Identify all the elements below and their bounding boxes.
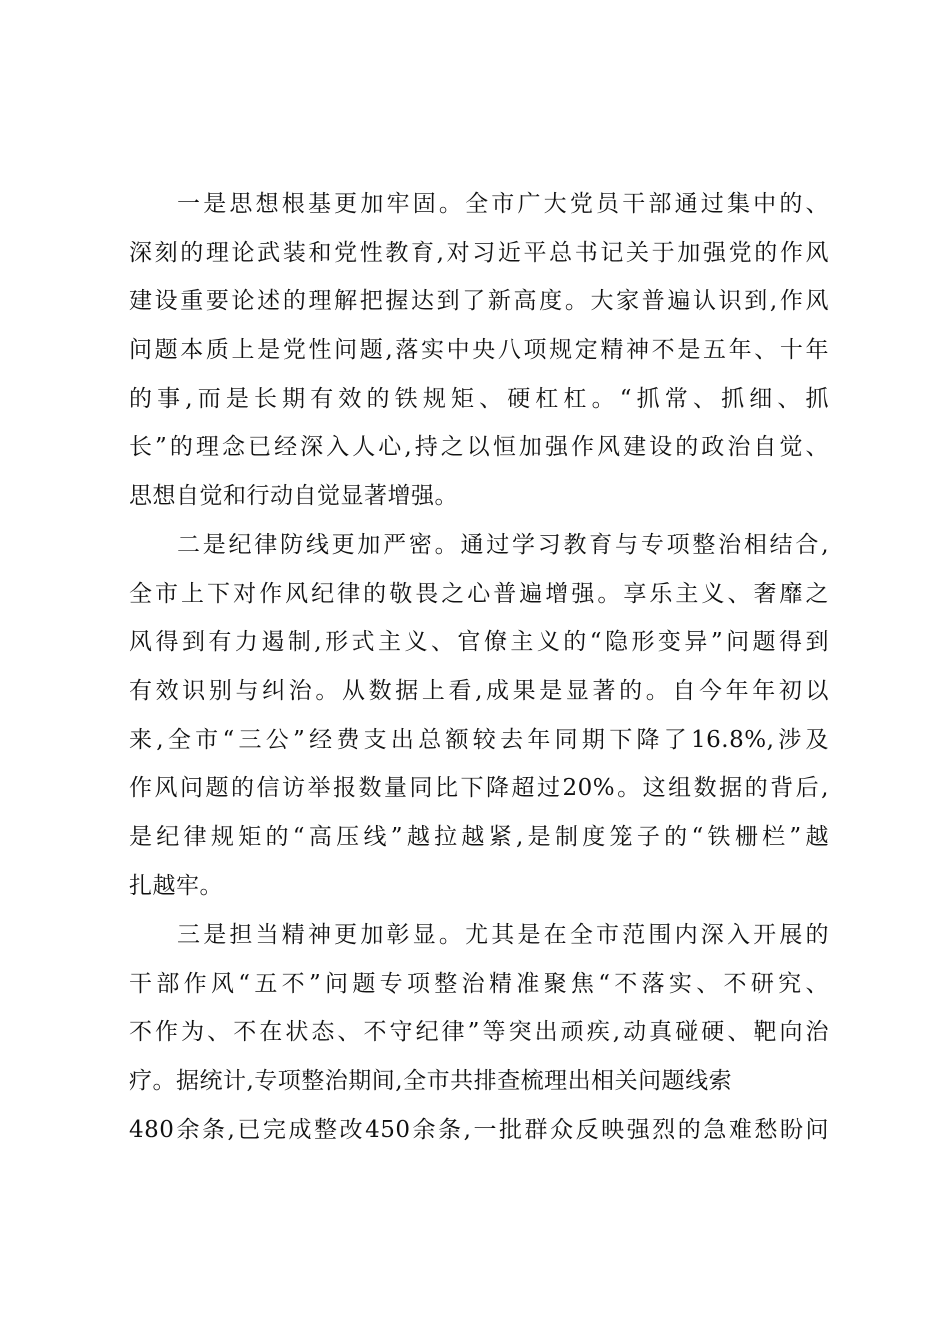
text-line: 干部作风“五不”问题专项整治精准聚焦“不落实、不研究、 bbox=[129, 970, 829, 997]
text-line: 是纪律规矩的“高压线”越拉越紧,是制度笼子的“铁栅栏”越 bbox=[129, 824, 829, 851]
text-line: 来,全市“三公”经费支出总额较去年同期下降了16.8%,涉及 bbox=[129, 726, 829, 753]
text-line: 风得到有力遏制,形式主义、官僚主义的“隐形变异”问题得到 bbox=[129, 629, 829, 656]
paragraph-1 bbox=[129, 180, 829, 521]
text-line: 不作为、不在状态、不守纪律”等突出顽疾,动真碰硬、靶向治 bbox=[129, 1019, 829, 1046]
text-line: 长”的理念已经深入人心,持之以恒加强作风建设的政治自觉、 bbox=[129, 434, 829, 461]
text-line: 问题本质上是党性问题,落实中央八项规定精神不是五年、十年 bbox=[129, 337, 829, 364]
text-line: 思想自觉和行动自觉显著增强。 bbox=[129, 483, 458, 510]
text-line: 疗。据统计,专项整治期间,全市共排查梳理出相关问题线索 bbox=[129, 1068, 733, 1095]
paragraph-2 bbox=[129, 521, 829, 911]
text-line: 480余条,已完成整改450余条,一批群众反映强烈的急难愁盼问 bbox=[129, 1116, 829, 1143]
text-line: 全市上下对作风纪律的敬畏之心普遍增强。享乐主义、奢靡之 bbox=[129, 580, 829, 607]
text-line: 一是思想根基更加牢固。全市广大党员干部通过集中的、 bbox=[177, 191, 829, 217]
text-line: 建设重要论述的理解把握达到了新高度。大家普遍认识到,作风 bbox=[129, 288, 829, 315]
text-line: 的事,而是长期有效的铁规矩、硬杠杠。“抓常、抓细、抓 bbox=[129, 385, 829, 412]
text-line: 三是担当精神更加彰显。尤其是在全市范围内深入开展的 bbox=[177, 922, 829, 948]
text-line: 二是纪律防线更加严密。通过学习教育与专项整治相结合, bbox=[177, 532, 829, 558]
text-line: 深刻的理论武装和党性教育,对习近平总书记关于加强党的作风 bbox=[129, 239, 829, 266]
text-line: 有效识别与纠治。从数据上看,成果是显著的。自今年年初以 bbox=[129, 678, 829, 705]
text-line: 扎越牢。 bbox=[129, 872, 223, 899]
paragraph-3 bbox=[129, 911, 829, 1154]
text-line: 作风问题的信访举报数量同比下降超过20%。这组数据的背后, bbox=[129, 775, 829, 802]
